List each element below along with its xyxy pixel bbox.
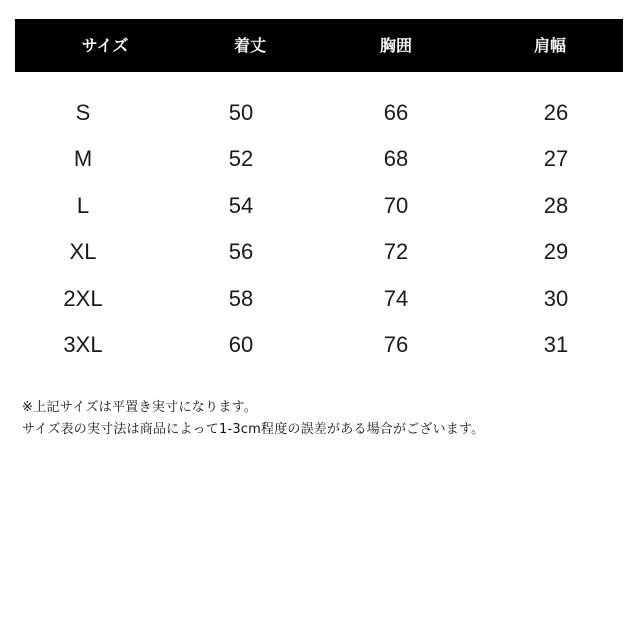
note-measurement-error: サイズ表の実寸法は商品によって1-3cm程度の誤差がある場合がございます。: [22, 422, 485, 437]
shoulder-value: 29: [543, 239, 569, 265]
size-label: L: [76, 192, 90, 218]
shoulder-value: 31: [543, 331, 569, 357]
header-shoulder: 肩幅: [533, 36, 566, 55]
shoulder-value: 30: [543, 285, 569, 311]
size-label: XL: [69, 239, 97, 265]
table-header: [15, 19, 623, 72]
chest-value: 76: [383, 331, 409, 357]
size-label: S: [75, 100, 91, 125]
table-row: [15, 183, 623, 229]
table-row: [15, 322, 623, 368]
length-value: 58: [228, 285, 254, 311]
note-flat-measurement: ※上記サイズは平置き実寸になります。: [22, 400, 258, 415]
chest-value: 70: [383, 192, 409, 218]
length-value: 60: [228, 331, 254, 357]
length-value: 50: [228, 100, 254, 125]
size-label: 2XL: [63, 285, 103, 311]
length-value: 52: [228, 146, 254, 172]
length-value: 56: [228, 239, 254, 265]
table-row: [15, 136, 623, 182]
size-label: M: [73, 146, 93, 172]
size-table-body: [15, 90, 623, 368]
shoulder-value: 28: [543, 192, 569, 218]
chest-value: 72: [383, 239, 409, 265]
header-length: 着丈: [233, 36, 266, 55]
header-size: サイズ: [81, 36, 129, 55]
shoulder-value: 27: [543, 146, 569, 172]
chest-value: 68: [383, 146, 409, 172]
length-value: 54: [228, 192, 254, 218]
chest-value: 74: [383, 285, 409, 311]
shoulder-value: 26: [543, 100, 569, 125]
table-row: [15, 276, 623, 322]
table-row: [15, 90, 623, 136]
chest-value: 66: [383, 100, 409, 125]
size-label: 3XL: [63, 331, 103, 357]
table-row: [15, 229, 623, 275]
header-chest: 胸囲: [379, 36, 412, 55]
